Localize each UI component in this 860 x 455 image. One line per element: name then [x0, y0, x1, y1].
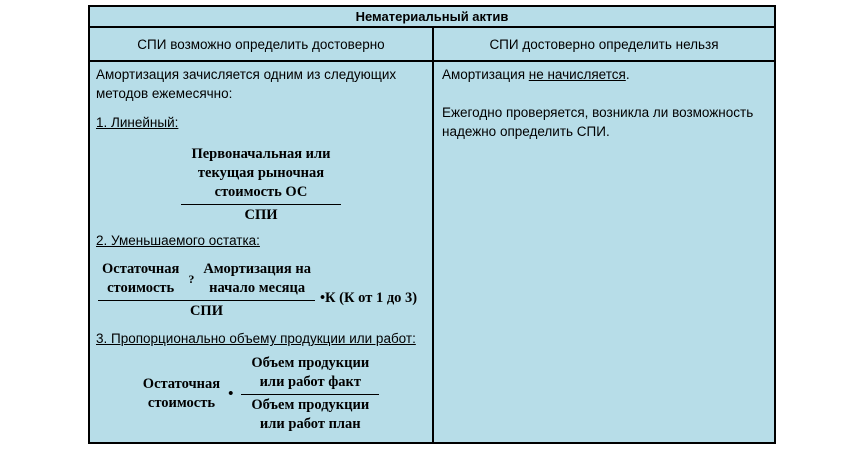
formula3-den-line2: или работ план: [259, 416, 361, 432]
no-amortization-underlined: не начисляется: [528, 67, 626, 82]
method-2-heading: 2. Уменьшаемого остатка:: [96, 233, 260, 248]
right-cell: [432, 62, 774, 442]
declining-balance-formula: [98, 260, 426, 321]
formula3-fraction: [241, 354, 379, 434]
content-row: [90, 62, 774, 442]
formula1-num-line1: Первоначальная или: [191, 146, 331, 162]
method-3-heading: 3. Пропорционально объему продукции или работ:: [96, 331, 416, 346]
nma-table: [88, 5, 776, 444]
method-1-heading: 1. Линейный:: [96, 115, 179, 130]
formula1-num-line2: текущая рыночная: [197, 165, 325, 181]
formula3-denominator: [241, 395, 379, 434]
formula1-fraction: [181, 145, 340, 225]
formula3-residual-value: [143, 375, 220, 413]
no-amortization-suffix: .: [625, 67, 630, 82]
formula2-amortization-start: [203, 260, 311, 298]
intro-text: Амортизация зачисляется одним из следующих методов ежемесячно:: [96, 67, 397, 101]
formula2-left-line2: стоимость: [107, 280, 175, 296]
formula1-denominator: СПИ: [244, 207, 278, 223]
column-header-spi-not-determinable: СПИ достоверно определить нельзя: [432, 28, 774, 60]
no-amortization-prefix: Амортизация: [442, 67, 529, 82]
production-volume-formula: [96, 354, 426, 434]
formula3-left-line2: стоимость: [147, 395, 216, 411]
no-amortization-text: [442, 65, 768, 84]
formula2-left-line1: Остаточная: [102, 261, 180, 277]
formula2-residual-value: [102, 260, 179, 298]
formula2-fraction: [98, 260, 315, 321]
formula3-numerator: [241, 354, 379, 395]
formula2-right-line1: Амортизация на: [203, 261, 311, 277]
formula3-den-line1: Объем продукции: [251, 397, 370, 413]
formula2-right-line2: начало месяца: [209, 280, 306, 296]
formula1-numerator: [181, 145, 340, 205]
left-cell: [90, 62, 432, 442]
column-header-spi-determinable: СПИ возможно определить достоверно: [137, 36, 385, 52]
multiply-dot-operator: •: [228, 385, 234, 402]
minus-operator-glyph: ?: [188, 271, 195, 286]
coefficient-multiplier: •К (К от 1 до 3): [319, 290, 418, 306]
formula2-denominator: СПИ: [189, 303, 223, 319]
formula3-num-line2: или работ факт: [259, 374, 361, 390]
formula1-num-line3: стоимость ОС: [214, 184, 308, 200]
header-row: [90, 28, 774, 62]
formula3-num-line1: Объем продукции: [251, 355, 370, 371]
linear-method-formula: [96, 145, 426, 225]
formula3-left-line1: Остаточная: [142, 376, 221, 392]
table-title: Нематериальный актив: [90, 7, 774, 28]
annual-check-text: Ежегодно проверяется, возникла ли возможность надежно определить СПИ.: [442, 105, 754, 139]
formula2-numerator: [98, 260, 315, 301]
